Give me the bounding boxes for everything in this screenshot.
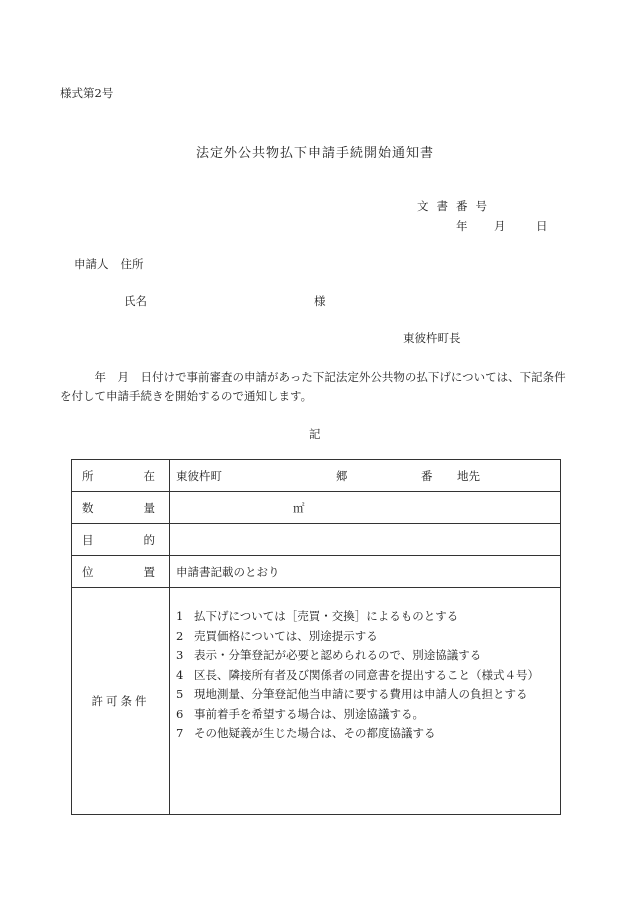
list-item: 1 払下げについては［売買・交換］によるものとする: [176, 609, 459, 623]
quantity-label: 数量: [72, 492, 170, 524]
date-year: 年: [456, 219, 468, 233]
location-ban: 番: [421, 468, 433, 483]
location-town: 東彼杵町: [176, 468, 222, 483]
conditions-value: [170, 588, 561, 815]
location-label: 所在: [72, 460, 170, 492]
applicant-address-line: [74, 256, 144, 272]
table-row-quantity: [72, 492, 561, 524]
list-item: 3 表示・分筆登記が必要と認められるので、別途協議する: [176, 648, 482, 662]
list-item: 4 区長、隣接所有者及び関係者の同意書を提出すること（様式４号）: [176, 667, 539, 682]
honorific: 様: [314, 294, 326, 308]
issuer-name: 東彼杵町長: [403, 331, 461, 345]
conditions-table: [71, 459, 561, 815]
list-item: 5 現地測量、分筆登記他当申請に要する費用は申請人の負担とする: [176, 687, 528, 701]
date-day: 日: [536, 219, 548, 233]
list-item: 6 事前着手を希望する場合は、別途協議する。: [176, 706, 424, 721]
table-row-position: [72, 556, 561, 588]
location-chisaki: 地先: [457, 468, 480, 483]
location-go: 郷: [336, 468, 348, 483]
date-month: 月: [494, 219, 506, 233]
purpose-value: [170, 524, 561, 556]
document-title: 法定外公共物払下申請手続開始通知書: [195, 146, 434, 161]
date-line: [456, 218, 548, 234]
position-value: 申請書記載のとおり: [170, 556, 561, 588]
list-item: 7 その他疑義が生じた場合は、その都度協議する: [176, 726, 436, 740]
note-marker: 記: [309, 427, 321, 441]
applicant-label: 申請人: [74, 257, 109, 271]
location-value: [170, 460, 561, 492]
name-label: 氏名: [124, 294, 147, 308]
table-row-purpose: [72, 524, 561, 556]
table-row-conditions: [72, 588, 561, 815]
list-item: 2 売買価格については、別途提示する: [176, 628, 378, 643]
document-number-label: 文書番号: [417, 199, 495, 213]
table-row-location: [72, 460, 561, 492]
quantity-value: [170, 492, 561, 524]
body-paragraph: 年 月 日付けで事前審査の申請があった下記法定外公共物の払下げについては、下記条件を付して申請手続きを開始するので通知します。: [60, 370, 566, 403]
address-label: 住所: [120, 257, 144, 271]
conditions-list: [176, 607, 560, 744]
quantity-unit: ㎡: [293, 500, 305, 515]
form-number: 様式第2号: [60, 86, 114, 100]
position-label: 位置: [72, 556, 170, 588]
purpose-label: 目的: [72, 524, 170, 556]
conditions-label: 許可条件: [72, 588, 170, 815]
